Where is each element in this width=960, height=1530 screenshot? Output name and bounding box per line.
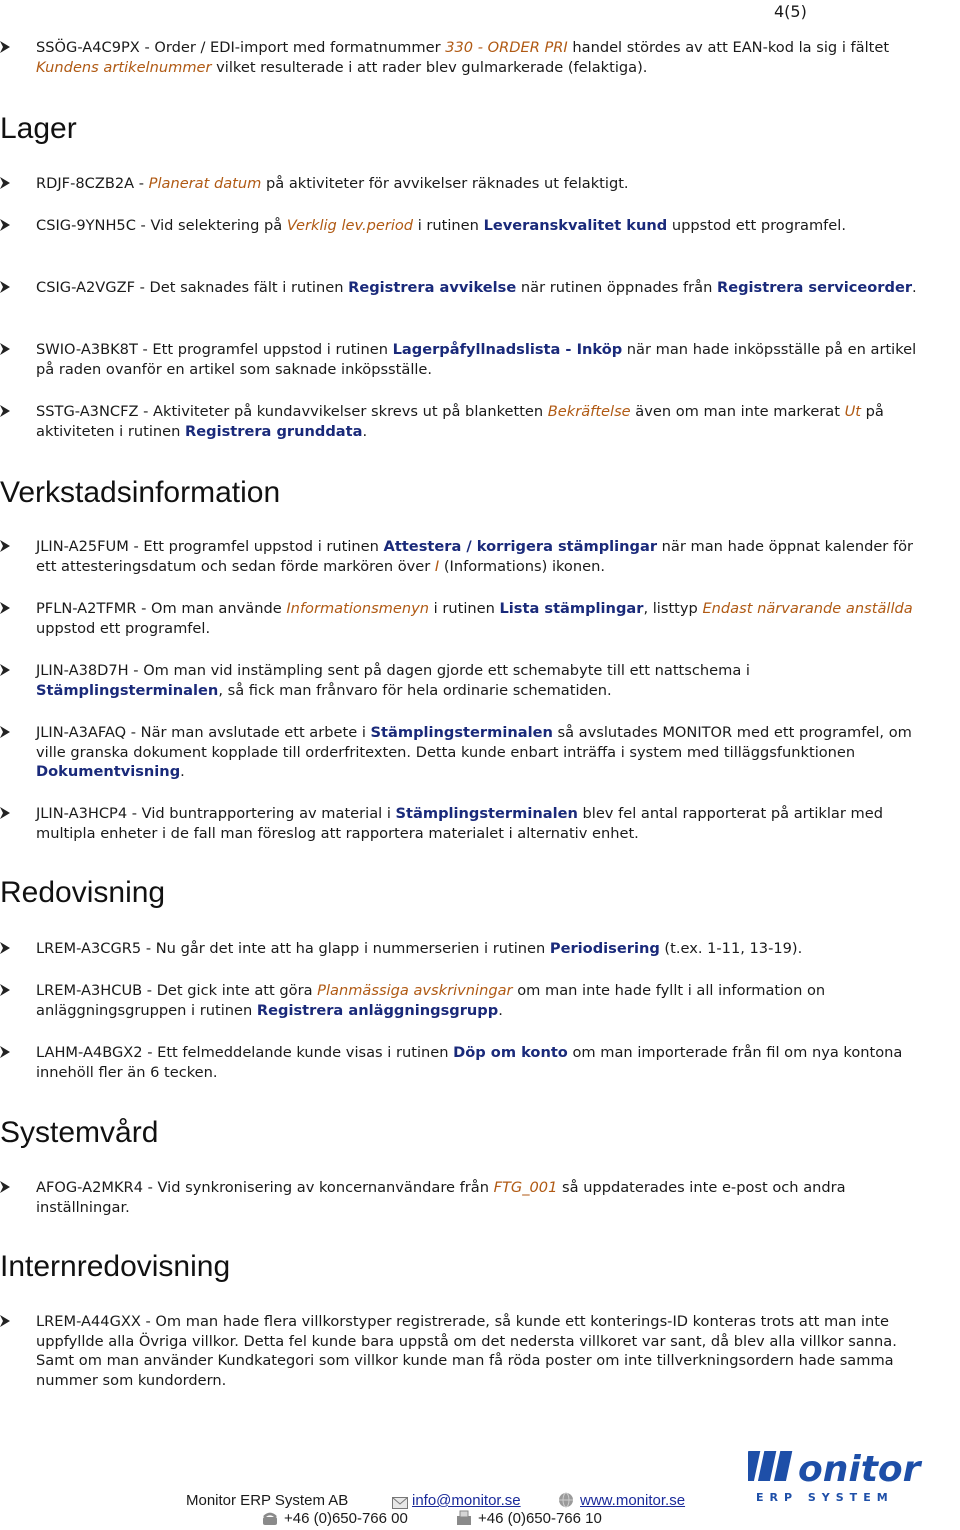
text-run: CSIG-9YNH5C - Vid selektering på	[36, 217, 287, 234]
field-name: 330 - ORDER PRI	[445, 39, 568, 56]
arrowhead-bullet-icon	[0, 216, 14, 235]
text-run: PFLN-A2TFMR - Om man använde	[36, 600, 287, 617]
text-run: , listtyp	[643, 600, 703, 617]
arrowhead-bullet-icon	[0, 278, 14, 297]
footer-company: Monitor ERP System AB	[186, 1492, 349, 1509]
arrowhead-bullet-icon	[0, 804, 14, 823]
arrowhead-bullet-icon	[0, 38, 14, 57]
field-name: Ut	[844, 403, 862, 420]
text-run: handel stördes av att EAN-kod la sig i fältet	[567, 39, 890, 56]
text-run: även om man inte markerat	[630, 403, 845, 420]
page-number: 4(5)	[774, 2, 807, 21]
text-run: när rutinen öppnades från	[516, 279, 717, 296]
text-run: SWIO-A3BK8T - Ett programfel uppstod i rutinen	[36, 341, 393, 358]
routine-name: Leveranskvalitet kund	[483, 217, 668, 234]
text-run: i rutinen	[429, 600, 500, 617]
routine-name: Stämplingsterminalen	[370, 724, 553, 741]
text-run: AFOG-A2MKR4 - Vid synkronisering av koncernanvändare från	[36, 1179, 494, 1196]
item-text	[36, 1312, 920, 1390]
text-run: , så fick man frånvaro för hela ordinarie schematiden.	[218, 681, 612, 699]
text-run: RDJF-8CZB2A -	[36, 175, 149, 192]
text-run: JLIN-A38D7H - Om man vid instämpling sent på dagen gjorde ett schemabyte till ett nattschema i	[36, 662, 750, 679]
bullet-item	[0, 1043, 920, 1082]
field-name: Bekräftelse	[547, 403, 631, 420]
routine-name: Registrera anläggningsgrupp	[256, 1001, 499, 1019]
bullet-item	[0, 723, 920, 782]
footer-fax: +46 (0)650-766 10	[478, 1510, 602, 1527]
text-run: LREM-A3CGR5 - Nu går det inte att ha glapp i nummerserien i rutinen	[36, 940, 550, 957]
item-text	[36, 174, 920, 194]
text-run: om man importerade från fil om nya kontona innehöll fler än 6 tecken.	[36, 1044, 903, 1081]
bullet-item	[0, 599, 920, 638]
field-name: Planerat datum	[148, 175, 262, 192]
bullet-item	[0, 402, 920, 441]
text-run: JLIN-A3AFAQ - När man avslutade ett arbete i	[36, 724, 371, 741]
routine-name: Dokumentvisning	[36, 763, 181, 780]
bullet-item	[0, 981, 920, 1020]
text-run: när man hade öppnat kalender för ett attesteringsdatum och sedan förde markören över	[36, 538, 914, 575]
item-text	[36, 402, 920, 441]
footer-phone: +46 (0)650-766 00	[284, 1510, 408, 1527]
item-text	[36, 981, 920, 1020]
text-run: så uppdaterades inte e-post och andra inställningar.	[36, 1179, 846, 1216]
arrowhead-bullet-icon	[0, 981, 14, 1000]
field-name: Informationsmenyn	[286, 600, 430, 617]
field-name: Planmässiga avskrivningar	[317, 982, 513, 999]
routine-name: Stämplingsterminalen	[395, 805, 578, 822]
arrowhead-bullet-icon	[0, 661, 14, 680]
footer-email-link[interactable]: info@monitor.se	[412, 1492, 521, 1509]
routine-name: Registrera grunddata	[185, 422, 363, 440]
routine-name: Attestera / korrigera stämplingar	[383, 538, 658, 555]
text-run: om man inte hade fyllt i all information on anläggningsgruppen i rutinen	[36, 982, 826, 1019]
monitor-logo	[748, 1443, 953, 1508]
text-run: uppstod ett programfel.	[667, 217, 846, 234]
arrowhead-bullet-icon	[0, 174, 14, 193]
logo-subtitle: ERP SYSTEM	[756, 1491, 894, 1504]
arrowhead-bullet-icon	[0, 939, 14, 958]
field-name: Endast närvarande anställda	[702, 600, 913, 617]
item-text	[36, 537, 920, 576]
bullet-item	[0, 537, 920, 576]
text-run: .	[912, 279, 917, 296]
text-run: så avslutades MONITOR med ett programfel, om ville granska dokument kopplade till orderfritexten. Detta kunde enbart inträffa i system med tilläggsfunktionen	[36, 724, 912, 761]
item-text	[36, 661, 920, 700]
item-text	[36, 1043, 920, 1082]
text-run: vilket resulterade i att rader blev gulmarkerade (felaktiga).	[211, 58, 648, 76]
item-text	[36, 723, 920, 782]
field-name: Kundens artikelnummer	[36, 58, 212, 76]
item-text	[36, 278, 920, 298]
routine-name: Lista stämplingar	[499, 600, 644, 617]
routine-name: Stämplingsterminalen	[36, 681, 219, 699]
field-name: I	[434, 557, 440, 575]
bullet-item	[0, 661, 920, 700]
arrowhead-bullet-icon	[0, 340, 14, 359]
item-text	[36, 1178, 920, 1217]
phone-icon	[262, 1511, 278, 1530]
text-run: på aktiviteten i rutinen	[36, 403, 884, 440]
item-text	[36, 216, 920, 236]
field-name: Verklig lev.period	[286, 217, 414, 234]
text-run: LAHM-A4BGX2 - Ett felmeddelande kunde visas i rutinen	[36, 1044, 454, 1061]
globe-icon	[558, 1492, 574, 1512]
arrowhead-bullet-icon	[0, 1043, 14, 1062]
arrowhead-bullet-icon	[0, 1178, 14, 1197]
text-run: blev fel antal rapporterat på artiklar med multipla enheter i de fall man föreslog att rapportera materialet i alternativ enhet.	[36, 805, 883, 842]
text-run: .	[180, 763, 185, 780]
bullet-item	[0, 174, 920, 194]
text-run: LREM-A3HCUB - Det gick inte att göra	[36, 982, 318, 999]
text-run: .	[362, 422, 368, 440]
section-heading: Systemvård	[0, 1116, 159, 1149]
routine-name: Periodisering	[549, 940, 660, 957]
bullet-item	[0, 216, 920, 236]
arrowhead-bullet-icon	[0, 599, 14, 618]
text-run: på aktiviteter för avvikelser räknades ut felaktigt.	[261, 175, 629, 192]
text-run: i rutinen	[413, 217, 484, 234]
text-run: när man hade inköpsställe på en artikel på raden ovanför en artikel som saknade inköpsställe.	[36, 341, 917, 378]
arrowhead-bullet-icon	[0, 723, 14, 742]
bullet-item	[0, 278, 920, 298]
text-run: (Informations) ikonen.	[439, 557, 605, 575]
text-run: CSIG-A2VGZF - Det saknades fält i rutinen	[36, 279, 349, 296]
bullet-item	[0, 1178, 920, 1217]
text-run: (t.ex. 1-11, 13-19).	[659, 940, 803, 957]
bullet-item	[0, 38, 920, 77]
text-run: LREM-A44GXX - Om man hade flera villkorstyper registrerade, så kunde ett konterings-ID konteras trots att man inte uppfyllde alla Övriga villkor. Detta fel kunde bara uppstå om det nedersta villkoret var sant, då blev alla villkor sanna. Samt om man använder Kundkategori som villkor kunde man få röda poster om inte tillverkningsordern hade samma nummer som kundordern.	[36, 1313, 897, 1389]
item-text	[36, 599, 920, 638]
routine-name: Registrera avvikelse	[348, 279, 517, 296]
item-text	[36, 38, 920, 77]
bullet-item	[0, 1312, 920, 1390]
text-run: SSÖG-A4C9PX - Order / EDI-import med formatnummer	[36, 39, 446, 56]
arrowhead-bullet-icon	[0, 402, 14, 421]
section-heading: Redovisning	[0, 876, 166, 909]
section-heading: Lager	[0, 112, 77, 145]
field-name: FTG_001	[493, 1179, 558, 1196]
item-text	[36, 804, 920, 843]
fax-icon	[456, 1510, 472, 1530]
text-run: .	[498, 1001, 503, 1019]
item-text	[36, 939, 920, 959]
text-run: SSTG-A3NCFZ - Aktiviteter på kundavvikelser skrevs ut på blanketten	[36, 403, 548, 420]
routine-name: Lagerpåfyllnadslista - Inköp	[392, 341, 623, 358]
text-run: uppstod ett programfel.	[36, 619, 211, 637]
arrowhead-bullet-icon	[0, 537, 14, 556]
text-run: JLIN-A3HCP4 - Vid buntrapportering av material i	[36, 805, 396, 822]
bullet-item	[0, 939, 920, 959]
section-heading: Internredovisning	[0, 1250, 231, 1283]
section-heading: Verkstadsinformation	[0, 476, 281, 509]
footer-web-link[interactable]: www.monitor.se	[580, 1492, 686, 1509]
routine-name: Registrera serviceorder	[716, 279, 913, 296]
bullet-item	[0, 804, 920, 843]
item-text	[36, 340, 920, 379]
logo-word: onitor	[798, 1449, 921, 1490]
arrowhead-bullet-icon	[0, 1312, 14, 1331]
text-run: JLIN-A25FUM - Ett programfel uppstod i rutinen	[36, 538, 384, 555]
routine-name: Döp om konto	[453, 1044, 568, 1061]
bullet-item	[0, 340, 920, 379]
